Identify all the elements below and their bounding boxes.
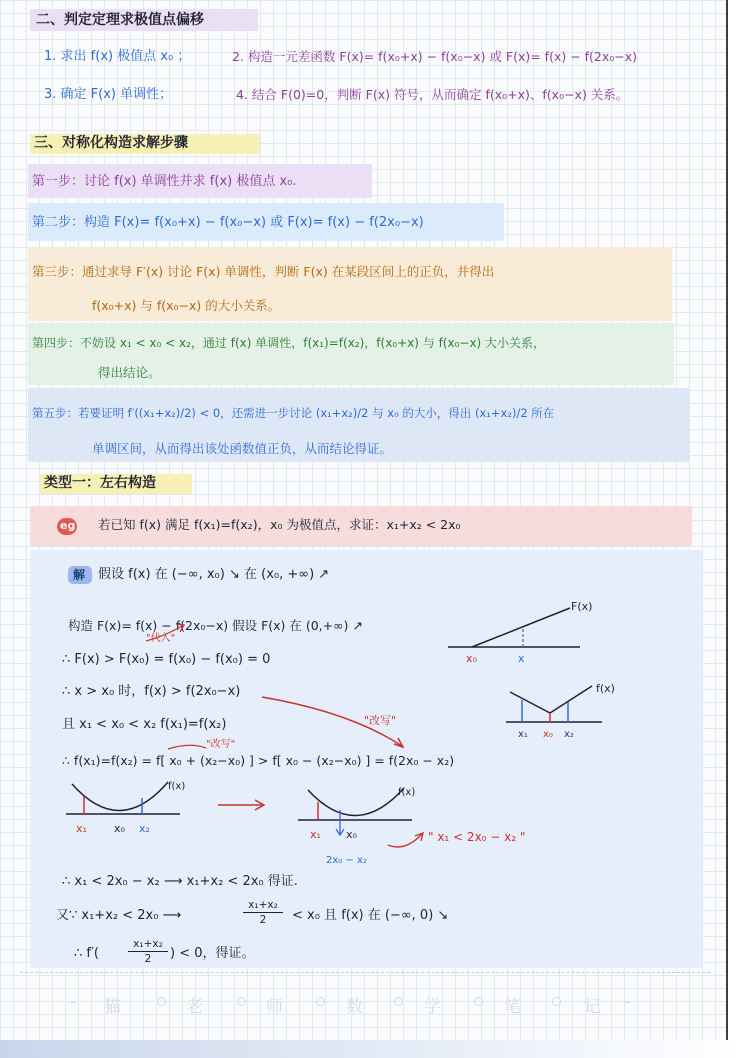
watermark-dot: [237, 997, 246, 1006]
fraction-numerator: x₁+x₂: [128, 937, 168, 952]
section2-title: 二、判定定理求极值点偏移: [36, 12, 204, 28]
graph2-label-fx: f(x): [596, 682, 615, 695]
solution-line10-fraction: [128, 937, 168, 966]
solution-line8: ∴ x₁ < 2x₀ − x₂ ⟶ x₁+x₂ < 2x₀ 得证.: [62, 874, 298, 889]
solution-line9-fraction: [243, 898, 283, 927]
watermark-dot: [157, 997, 166, 1006]
graph4-label-2x0-x2: 2x₀ − x₂: [326, 855, 367, 866]
fraction-numerator: x₁+x₂: [243, 898, 283, 913]
graph1-label-Fx: F(x): [571, 600, 593, 613]
fraction-denominator: 2: [144, 953, 152, 965]
section2-line2a: 3. 确定 F(x) 单调性；: [44, 87, 173, 102]
solution-line1: 假设 f(x) 在 (−∞, x₀) ↘ 在 (x₀, +∞) ↗: [98, 567, 330, 582]
solution-line10a: ∴ f′(: [74, 946, 100, 961]
solution-line6-note: "改写": [206, 739, 236, 750]
graph3-label-x1: x₁: [76, 822, 87, 835]
solution-line2-note: "代入": [146, 633, 176, 644]
solution-line3: ∴ F(x) > F(x₀) = f(x₀) − f(x₀) = 0: [62, 652, 271, 667]
watermark-char-1: 猫: [104, 997, 123, 1017]
watermark-dash-right: -: [624, 992, 633, 1012]
step5-text-line2: 单调区间，从而得出该处函数值正负，从而结论得证。: [92, 441, 393, 456]
graph3-label-fx: f(x): [168, 781, 186, 792]
graph3-label-x0: x₀: [114, 822, 125, 835]
step3-text-line2: f(x₀+x) 与 f(x₀−x) 的大小关系。: [92, 298, 281, 313]
solution-line4-note: "改写": [364, 714, 397, 727]
step5-text-line1: 第五步：若要证明 f′((x₁+x₂)/2) < 0，还需进一步讨论 (x₁+x₂)/2 与 x₀ 的大小，得出 (x₁+x₂)/2 所在: [32, 406, 555, 420]
watermark-dot: [474, 997, 483, 1006]
solution-line4: ∴ x > x₀ 时，f(x) > f(2x₀−x): [62, 684, 241, 699]
graph1-label-x0: x₀: [466, 652, 477, 665]
graph3-label-x2: x₂: [139, 822, 150, 835]
graph2-label-x1: x₁: [518, 729, 528, 740]
watermark-char-4: 数: [346, 997, 365, 1017]
graph4-label-fx: f(x): [398, 787, 416, 798]
section2-line1a: 1. 求出 f(x) 极值点 x₀ ；: [44, 49, 191, 64]
type1-title: 类型一：左右构造: [44, 475, 156, 491]
step4-text-line2: 得出结论。: [98, 365, 161, 380]
solution-line7-note: " x₁ < 2x₀ − x₂ ": [428, 830, 526, 844]
watermark-char-5: 学: [424, 997, 443, 1017]
graph4-label-x0: x₀: [346, 828, 357, 841]
solution-line5: 且 x₁ < x₀ < x₂ f(x₁)=f(x₂): [62, 717, 227, 732]
step4-text-line1: 第四步：不妨设 x₁ < x₀ < x₂，通过 f(x) 单调性，f(x₁)=f(x₂)，f(x₀+x) 与 f(x₀−x) 大小关系，: [32, 336, 546, 350]
note-bottom-divider: [20, 972, 710, 973]
solution-line6: ∴ f(x₁)=f(x₂) = f[ x₀ + (x₂−x₀) ] > f[ x₀ − (x₂−x₀) ] = f(2x₀ − x₂): [62, 753, 455, 768]
watermark-char-3: 师: [266, 997, 285, 1017]
example-tag: eg: [60, 519, 76, 532]
step1-text: 第一步：讨论 f(x) 单调性并求 f(x) 极值点 x₀.: [32, 174, 297, 189]
fraction-denominator: 2: [259, 914, 267, 926]
watermark-char-7: 记: [584, 997, 603, 1017]
watermark-dash-left: -: [70, 992, 79, 1012]
solution-line2: 构造 F(x)= f(x) − f(2x₀−x) 假设 F(x) 在 (0,+∞) ↗: [68, 618, 363, 633]
graph1-label-x: x: [518, 652, 525, 665]
watermark-char-2: 老: [186, 997, 205, 1017]
solution-line9b: < x₀ 且 f(x) 在 (−∞, 0) ↘: [292, 908, 449, 923]
graph2-label-x0: x₀: [543, 729, 553, 740]
watermark-dot: [316, 997, 325, 1006]
graph2-label-x2: x₂: [564, 729, 574, 740]
bottom-edge-bar: [0, 1040, 743, 1058]
solution-line10b: ) < 0，得证。: [170, 946, 255, 961]
watermark-dot: [394, 997, 403, 1006]
solution-line9a: 又∵ x₁+x₂ < 2x₀ ⟶: [56, 908, 182, 923]
graph4-label-x1: x₁: [310, 828, 321, 841]
section2-line1b: 2. 构造一元差函数 F(x)= f(x₀+x) − f(x₀−x) 或 F(x)= f(x) − f(2x₀−x): [232, 49, 638, 64]
step3-text-line1: 第三步：通过求导 F′(x) 讨论 F(x) 单调性，判断 F(x) 在某段区间上的正负，并得出: [32, 264, 495, 279]
watermark-char-6: 笔: [504, 997, 523, 1017]
section3-title: 三、对称化构造求解步骤: [34, 135, 188, 151]
step2-text: 第二步：构造 F(x)= f(x₀+x) − f(x₀−x) 或 F(x)= f(x) − f(2x₀−x): [32, 215, 424, 230]
example-text: 若已知 f(x) 满足 f(x₁)=f(x₂)，x₀ 为极值点，求证：x₁+x₂ < 2x₀: [98, 517, 461, 532]
watermark-dot: [552, 997, 561, 1006]
solution-tag: 解: [73, 568, 86, 582]
section2-line2b: 4. 结合 F(0)=0，判断 F(x) 符号，从而确定 f(x₀+x)、f(x₀−x) 关系。: [236, 87, 629, 102]
